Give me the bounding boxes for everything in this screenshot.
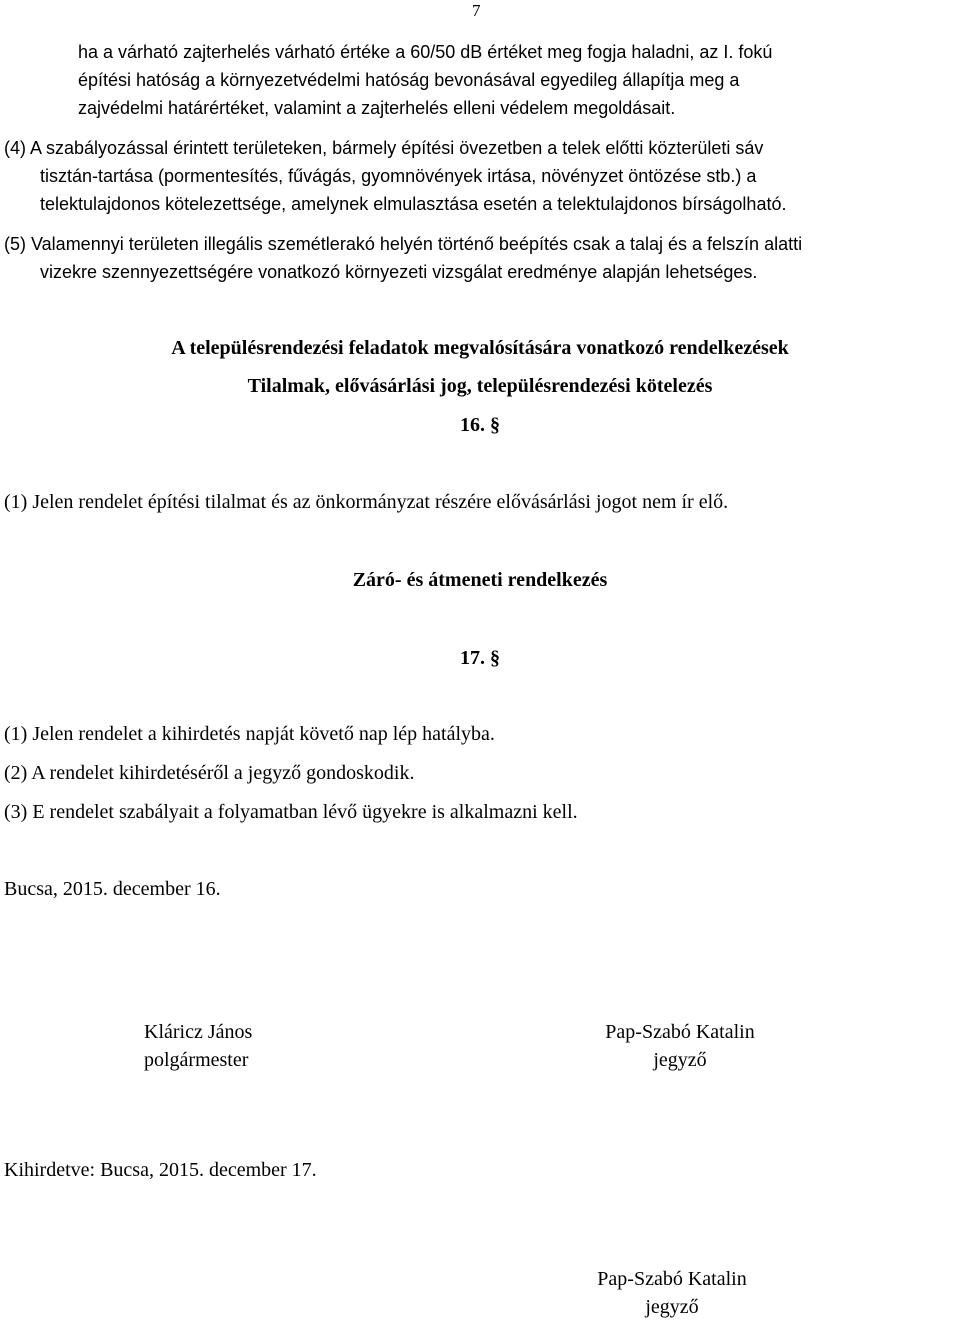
article-17-paragraph-2: (2) A rendelet kihirdetéséről a jegyző gondoskodik.: [4, 762, 415, 784]
text-line: telektulajdonos kötelezettsége, amelynek elmulasztása esetén a telektulajdonos bírságolható.: [40, 194, 787, 214]
signature-name: Pap-Szabó Katalin: [605, 1021, 755, 1043]
signature-name: Kláricz János: [144, 1021, 253, 1043]
text-line: tisztán-tartása (pormentesítés, fűvágás, gyomnövények irtása, növényzet öntözése stb.) a: [40, 166, 757, 186]
signature-name: Pap-Szabó Katalin: [597, 1268, 747, 1290]
text-line: (4) A szabályozással érintett területeken, bármely építési övezetben a telek előtti közterületi sáv: [4, 138, 764, 158]
text-line: zajvédelmi határértéket, valamint a zajterhelés elleni védelem megoldásait.: [78, 98, 676, 118]
text-line: vizekre szennyezettségére vonatkozó környezeti vizsgálat eredménye alapján lehetséges.: [40, 262, 758, 282]
article-17-paragraph-1: (1) Jelen rendelet a kihirdetés napját követő nap lép hatályba.: [4, 723, 495, 745]
closing-heading: Záró- és átmeneti rendelkezés: [352, 569, 608, 591]
article-17-paragraph-3: (3) E rendelet szabályait a folyamatban lévő ügyekre is alkalmazni kell.: [4, 801, 578, 823]
place-date: Bucsa, 2015. december 16.: [4, 878, 221, 900]
text-line: építési hatóság a környezetvédelmi hatóság bevonásával egyedileg állapítja meg a: [78, 70, 740, 90]
signature-title: polgármester: [144, 1049, 249, 1071]
article-16-paragraph-1: (1) Jelen rendelet építési tilalmat és az önkormányzat részére elővásárlási jogot nem ír elő.: [4, 491, 729, 513]
signature-title: jegyző: [645, 1296, 699, 1318]
text-line: ha a várható zajterhelés várható értéke a 60/50 dB értéket meg fogja haladni, az I. fokú: [78, 42, 773, 62]
article-17-heading: 17. §: [460, 647, 500, 669]
text-line: (5) Valamennyi területen illegális szemétlerakó helyén történő beépítés csak a talaj és a felszín alatti: [4, 234, 803, 254]
section-subheading: Tilalmak, elővásárlási jog, településrendezési kötelezés: [247, 375, 713, 397]
promulgation-note: Kihirdetve: Bucsa, 2015. december 17.: [4, 1159, 317, 1181]
section-heading: A településrendezési feladatok megvalósítására vonatkozó rendelkezések: [171, 337, 789, 359]
page-number: 7: [472, 1, 481, 20]
article-16-heading: 16. §: [460, 414, 500, 436]
signature-title: jegyző: [653, 1049, 707, 1071]
